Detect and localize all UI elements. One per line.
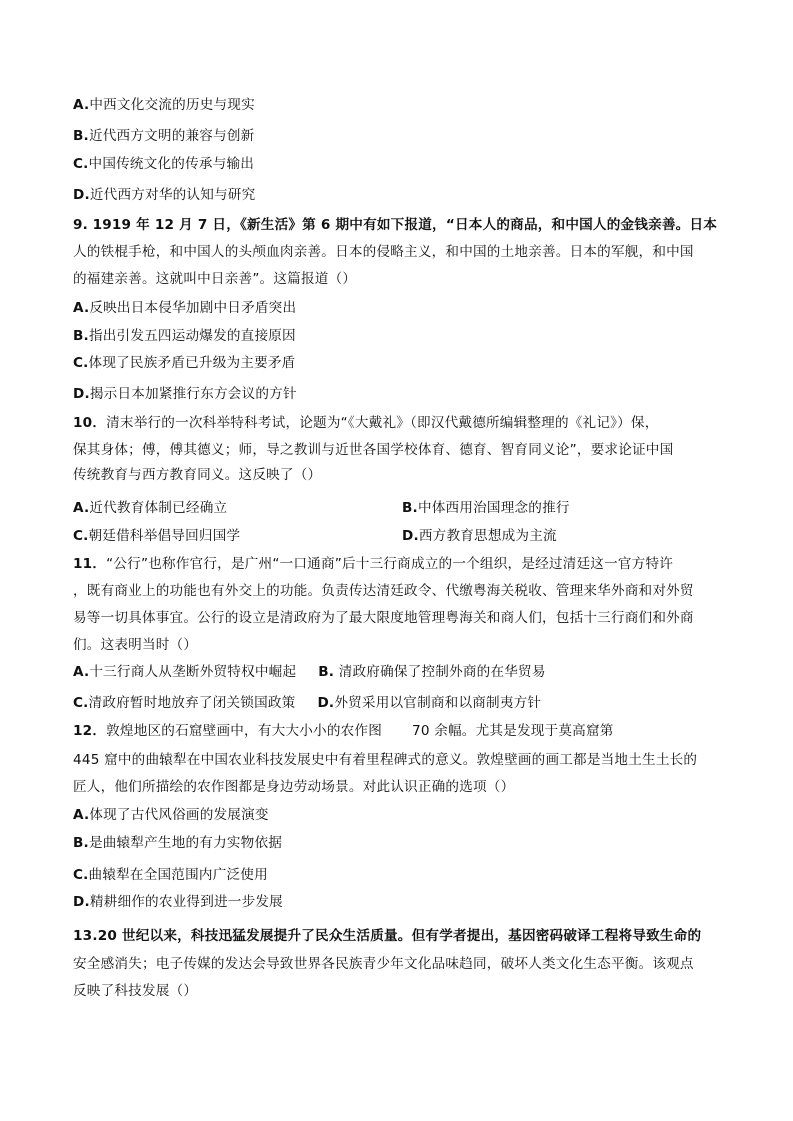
q9-option-d (73, 385, 297, 403)
stem-text: 匠人，他们所描绘的农作图都是身边劳动场景。对此认识正确的选项（） (73, 779, 515, 795)
q11-stem-line-4 (73, 636, 197, 654)
option-text: 精耕细作的农业得到进一步发展 (89, 894, 283, 910)
q10-option-a (73, 499, 227, 517)
q10-stem-line-1 (73, 414, 659, 432)
q8-option-d (73, 186, 255, 204)
q13-stem-line-3 (73, 982, 197, 1000)
q10-stem-line-2 (73, 441, 673, 459)
option-label: B. (318, 664, 335, 680)
option-text: 反映出日本侵华加剧中日矛盾突出 (89, 300, 297, 316)
q9-option-b (73, 327, 296, 345)
stem-text: 445 窟中的曲辕犁在中国农业科技发展史中有着里程碑式的意义。敦煌壁画的画工都是当地土生土长的 (73, 752, 698, 768)
stem-text: 的福建亲善。这就叫中日亲善”。这篇报道（） (73, 271, 357, 287)
stem-text: 70 余幅。尤其是发现于莫高窟第 (412, 723, 614, 739)
option-text: 体现了古代风俗画的发展演变 (89, 807, 269, 823)
option-label: D. (317, 695, 335, 711)
question-number: 10． (73, 415, 107, 431)
option-label: A. (73, 500, 90, 516)
q11-stem-line-3 (73, 609, 694, 627)
option-text: 西方教育思想成为主流 (418, 528, 557, 544)
q12-option-c (73, 866, 268, 884)
option-text: 朝廷借科举倡导回归国学 (88, 528, 241, 544)
option-label: A. (73, 807, 90, 823)
q12-option-a (73, 806, 269, 824)
q9-stem-line-1 (73, 216, 717, 234)
q11-option-row-1 (73, 663, 546, 681)
option-text: 中西文化交流的历史与现实 (89, 97, 255, 113)
q12-stem-line-3 (73, 778, 514, 796)
q8-option-a (73, 96, 255, 114)
option-label: D. (402, 528, 419, 544)
option-label: A. (73, 664, 90, 680)
option-text: 近代教育体制已经确立 (89, 500, 228, 516)
option-label: B. (73, 128, 89, 144)
option-label: C. (73, 355, 89, 371)
q10-option-b (402, 499, 570, 517)
option-text: 清政府确保了控制外商的在华贸易 (338, 664, 546, 680)
option-text: 指出引发五四运动爆发的直接原因 (88, 328, 296, 344)
option-label: C. (73, 528, 89, 544)
option-label: D. (73, 187, 90, 203)
q12-option-d (73, 893, 283, 911)
q11-stem-line-2 (73, 582, 694, 600)
option-text: 外贸采用以官制商和以商制夷方针 (334, 695, 542, 711)
q10-option-d (402, 527, 557, 545)
option-text: 中体西用治国理念的推行 (417, 500, 570, 516)
q11-stem-line-1 (73, 555, 673, 573)
q13-stem-line-1 (73, 927, 701, 945)
option-text: 曲辕犁在全国范围内广泛使用 (88, 867, 268, 883)
question-number: 12． (73, 723, 107, 739)
option-label: D. (73, 894, 90, 910)
option-label: B. (73, 328, 89, 344)
q13-stem-line-2 (73, 955, 694, 973)
q10-stem-line-3 (73, 466, 321, 484)
option-label: B. (402, 500, 418, 516)
stem-text: 易等一切具体事宜。公行的设立是清政府为了最大限度地管理粤海关和商人们，包括十三行商们和外商 (73, 610, 694, 626)
q9-stem-line-2 (73, 243, 694, 261)
q12-stem-line-1 (73, 722, 614, 740)
q8-option-c (73, 155, 254, 173)
q11-option-row-2 (73, 694, 541, 712)
stem-text: ，既有商业上的功能也有外交上的功能。负责传达清廷政令、代缴粤海关税收、管理来华外商和对外贸 (73, 583, 694, 599)
question-number: 13. (73, 928, 98, 944)
option-text: 近代西方对华的认知与研究 (89, 187, 256, 203)
option-text: 清政府暂时地放弃了闭关锁国政策 (88, 695, 296, 711)
option-text: 揭示日本加紧推行东方会议的方针 (89, 386, 297, 402)
q9-option-c (73, 354, 295, 372)
option-text: 是曲辕犁产生地的有力实物依据 (88, 835, 283, 851)
stem-text: 保其身体；傅，傅其德义；师，导之教训与近世各国学校体育、德育、智育同义论”，要求论证中国 (73, 442, 674, 458)
option-text: 近代西方文明的兼容与创新 (88, 128, 255, 144)
stem-text: 安全感消失；电子传媒的发达会导致世界各民族青少年文化品味趋同，破坏人类文化生态平衡。该观点 (73, 956, 694, 972)
option-label: A. (73, 97, 90, 113)
stem-text: “公行”也称作官行，是广州“一口通商”后十三行商成立的一个组织，是经过清廷这一官方特许 (106, 556, 674, 572)
q12-stem-line-2 (73, 751, 697, 769)
stem-text: 清末举行的一次科举特科考试，论题为“《大戴礼》（即汉代戴德所编辑整理的《礼记》）保， (106, 415, 659, 431)
option-label: A. (73, 300, 90, 316)
q10-option-c (73, 527, 240, 545)
option-label: B. (73, 835, 89, 851)
stem-text: 人的铁棍手枪，和中国人的头颅血肉亲善。日本的侵略主义，和中国的土地亲善。日本的军舰，和中国 (73, 244, 694, 260)
stem-text: 反映了科技发展（） (73, 983, 198, 999)
stem-text: 1919 年 12 月 7 日，《新生活》第 6 期中有如下报道，“日本人的商品，和中国人的金钱亲善。日本 (92, 217, 718, 233)
option-label: C. (73, 695, 89, 711)
stem-text: 20 世纪以来，科技迅猛发展提升了民众生活质量。但有学者提出，基因密码破译工程将导致生命的 (97, 928, 702, 944)
stem-text: 传统教育与西方教育同义。这反映了（） (73, 467, 322, 483)
q9-stem-line-3 (73, 270, 356, 288)
option-label: C. (73, 867, 89, 883)
q8-option-b (73, 127, 254, 145)
q12-option-b (73, 834, 282, 852)
option-text: 十三行商人从垄断外贸特权中崛起 (89, 664, 297, 680)
question-number: 11． (73, 556, 107, 572)
q9-option-a (73, 299, 296, 317)
stem-text: 们。这表明当时（） (73, 637, 198, 653)
option-label: C. (73, 156, 89, 172)
option-label: D. (73, 386, 90, 402)
question-number: 9. (73, 217, 89, 233)
option-text: 中国传统文化的传承与输出 (88, 156, 255, 172)
stem-text: 敦煌地区的石窟壁画中，有大大小小的农作图 (106, 723, 382, 739)
option-text: 体现了民族矛盾已升级为主要矛盾 (88, 355, 296, 371)
